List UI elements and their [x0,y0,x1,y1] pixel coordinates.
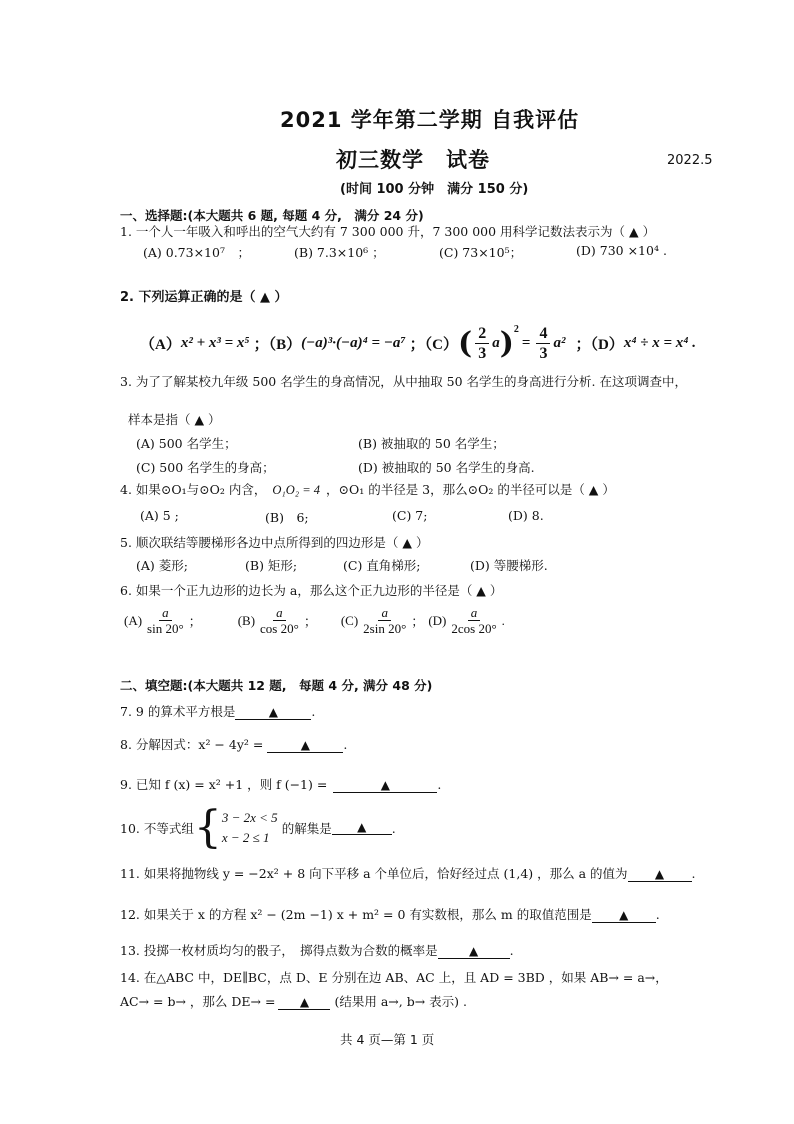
q7-end: . [311,704,316,719]
q6-end: . [501,612,505,628]
q1-option-d: (D) 730 ×10⁴ . [576,243,667,258]
q2-option-b-expr: (−a)³·(−a)⁴ = −a⁷ [301,335,406,351]
q2-option-c-label: ；（C） [409,337,458,353]
q5-option-c: (C) 直角梯形; [343,558,421,573]
q2-option-a-expr: x² + x³ = x⁵ [180,335,250,351]
q8-answer-blank[interactable]: ▲ [267,739,343,753]
q3-stem: 3. 为了了解某校九年级 500 名学生的身高情况，从中抽取 50 名学生的身高进行分析. 在这项调查中， [120,374,688,389]
q4-stem-head: 4. 如果⊙O₁与⊙O₂ 内含， [120,482,267,497]
q9-end: . [437,777,442,792]
q6-option-a-label: (A) [124,612,143,628]
q14-line-2 [120,992,467,1010]
q10-brace: { [193,802,222,853]
q4-stem [120,480,615,498]
q2-c-var: a [492,335,500,351]
q6-option-b-label: (B) [237,612,256,628]
q3-stem-2: 样本是指（ ▲ ） [128,412,221,427]
right-paren: ) [499,325,514,361]
q4-option-b: (B) 6; [265,510,309,525]
q2-c-num: 2 [475,324,489,344]
q8-text: 8. 分解因式：x² − 4y² = [120,737,264,752]
q1-option-b: (B) 7.3×10⁶ ； [294,245,385,260]
q5-option-a: (A) 菱形; [136,558,188,573]
q10-label: 10. 不等式组 [120,821,194,836]
page-footer: 共 4 页—第 1 页 [340,1032,435,1047]
q6-d-num: a [468,605,481,621]
q2-c-eq: = [521,335,531,351]
q6-sep-b: ； [303,614,317,629]
q4-option-a: (A) 5 ; [140,508,179,523]
q12-end: . [655,907,660,922]
section1-heading: 一、选择题:(本大题共 6 题, 每题 4 分, 满分 24 分) [120,208,424,223]
q6-d-den: 2cos 20° [451,621,497,636]
q2-option-a-label: （A） [140,337,181,353]
time-info: (时间 100 分钟 满分 150 分) [340,182,529,197]
q10-inequality-2: x − 2 ≤ 1 [221,830,270,845]
q11-answer-blank[interactable]: ▲ [628,868,692,882]
q8-end: . [343,737,348,752]
q6-a-den: sin 20° [147,621,184,636]
q7-answer-blank[interactable]: ▲ [235,706,311,720]
q7-text: 7. 9 的算术平方根是 [120,704,236,719]
exam-subtitle: 初三数学 试卷 [336,148,490,172]
q11 [120,864,696,882]
q2-c-rhs-num: 4 [536,324,550,344]
q10-end: . [391,820,396,836]
q5-option-d: (D) 等腰梯形. [470,558,548,573]
q5-stem: 5. 顺次联结等腰梯形各边中点所得到的四边形是（ ▲ ） [120,535,429,550]
q1-option-c: (C) 73×10⁵； [439,245,523,260]
q2-c-exp: 2 [513,324,519,335]
q6-option-c-frac [361,605,408,636]
q9-answer-blank[interactable]: ▲ [333,779,437,793]
q11-text: 11. 如果将抛物线 y = −2x² + 8 向下平移 a 个单位后，恰好经过点 (1,4) ，那么 a 的值为 [120,866,628,881]
q2-c-rhs-fraction [536,324,550,363]
q6-options [124,605,505,636]
q13-text: 13. 投掷一枚材质均匀的骰子， 掷得点数为合数的概率是 [120,943,438,958]
q12-text: 12. 如果关于 x 的方程 x² − (2m −1) x + m² = 0 有实数根，那么 m 的取值范围是 [120,907,592,922]
q4-option-c: (C) 7; [392,508,428,523]
q6-sep-c: ； [411,614,425,629]
section2-heading: 二、填空题:(本大题共 12 题, 每题 4 分, 满分 48 分) [120,678,433,693]
q2-options [140,324,696,363]
q6-b-den: cos 20° [260,621,299,636]
q6-c-den: 2sin 20° [363,621,407,636]
q3-option-a: (A) 500 名学生； [136,436,237,451]
q4-stem-tail: ，⊙O₁ 的半径是 3，那么⊙O₂ 的半径可以是（ ▲ ） [326,482,615,497]
q2-c-fraction [475,324,489,363]
q6-sep-a: ； [188,614,202,629]
left-paren: ( [458,325,473,361]
q1-option-a: (A) 0.73×10⁷ ； [143,245,250,260]
q14-line-1: 14. 在△ABC 中，DE∥BC，点 D、E 分别在边 AB、AC 上，且 AD = 3BD ，如果 AB→ = a→， [120,970,668,985]
exam-title: 2021 学年第二学期 自我评估 [280,108,580,132]
q13 [120,941,514,959]
q12-answer-blank[interactable]: ▲ [592,909,656,923]
q6-option-d-frac [449,605,498,636]
q10-inequality-1: 3 − 2x < 5 [221,810,278,825]
q3-option-b: (B) 被抽取的 50 名学生； [358,436,505,451]
q2-option-d-expr: x⁴ ÷ x = x⁴ . [623,335,697,351]
q4-distance: O₁O₂ = 4 [272,483,321,497]
q3-option-c: (C) 500 名学生的身高； [136,460,275,475]
q10-system [222,808,278,848]
q2-option-d-label: ；（D） [575,337,624,353]
q11-end: . [691,866,696,881]
q2-c-rhs-var: a² [553,335,566,351]
q6-stem: 6. 如果一个正九边形的边长为 a，那么这个正九边形的半径是（ ▲ ） [120,583,503,598]
q13-answer-blank[interactable]: ▲ [438,945,510,959]
q6-c-num: a [378,605,391,621]
q12 [120,905,660,923]
q10 [120,802,396,853]
q2-option-b-label: ；（B） [253,337,302,353]
exam-date: 2022.5 [667,153,713,168]
q6-option-d-label: (D) [428,612,447,628]
q14-answer-blank[interactable]: ▲ [278,996,330,1010]
q6-b-num: a [273,605,286,621]
q2-c-rhs-den: 3 [539,345,548,362]
q8 [120,735,347,753]
q9-text: 9. 已知 f (x) = x² +1 ，则 f (−1) = [120,777,328,792]
q9 [120,775,441,793]
q1-stem: 1. 一个人一年吸入和呼出的空气大约有 7 300 000 升，7 300 000 用科学记数法表示为（ ▲ ） [120,224,656,239]
q2-c-den: 3 [478,345,487,362]
q6-a-num: a [159,605,172,621]
q13-end: . [509,943,514,958]
q6-option-a-frac [145,605,186,636]
q10-text: 的解集是 [281,821,332,836]
q4-option-d: (D) 8. [508,508,544,523]
q6-option-b-frac [258,605,301,636]
q14-line-2-tail: (结果用 a→, b→ 表示) . [334,994,467,1009]
q2-stem: 2. 下列运算正确的是（ ▲ ） [120,290,288,305]
q7 [120,702,315,720]
q6-option-c-label: (C) [340,612,359,628]
q14-line-2-head: AC→ = b→ ，那么 DE→ = [120,994,276,1009]
q10-answer-blank[interactable]: ▲ [332,821,392,835]
q3-option-d: (D) 被抽取的 50 名学生的身高. [358,460,535,475]
q5-option-b: (B) 矩形; [245,558,298,573]
